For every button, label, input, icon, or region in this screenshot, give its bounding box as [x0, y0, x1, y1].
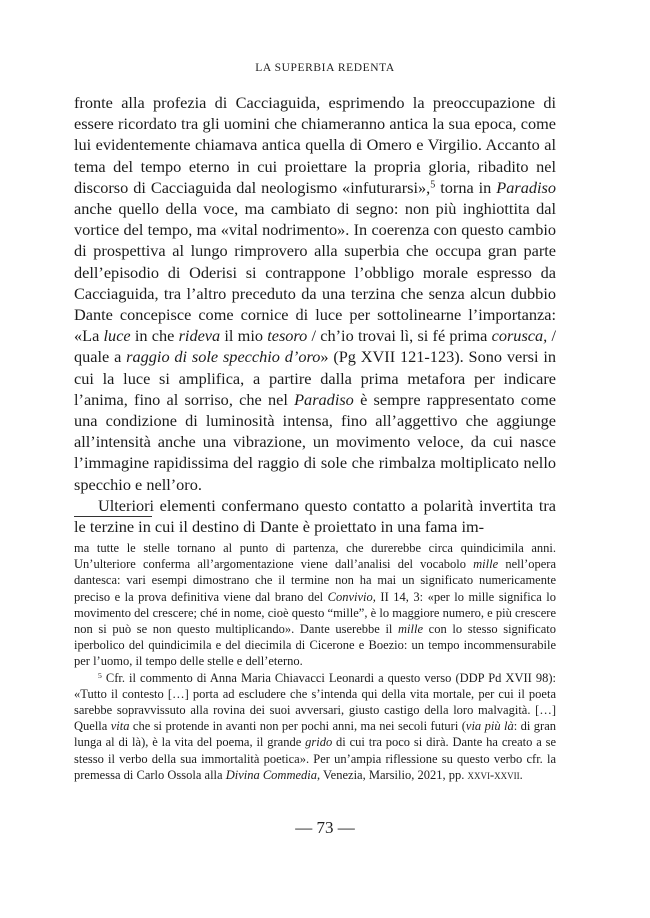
running-head: LA SUPERBIA REDENTA — [255, 62, 395, 74]
footnote-ref-5[interactable]: 5 — [430, 179, 436, 191]
footnote-5: $^5$ Cfr. il commento di Anna Maria Chiavacci Leonardi a questo verso (DDP Pd XVII 98): «Tutto il contesto […] porta ad escludere che s’intenda qui della vita mortale, per cui il poeta sarebbe sopravvissuto alla rovina dei suoi avversari, giusto castigo della loro malvagità. […] Quella vita che si protende in avanti non per pochi anni, ma nei secoli futuri (via più là: di gran lunga al di là), è la vita del poema, il grande grido di cui tra poco si dirà. Dante ha creato a se stesso il verbo della sua immortalità poetica». Per un’ampia riflessione su questo verbo cfr. la premessa di Carlo Ossola alla Divina Commedia, Venezia, Marsilio, 2021, pp. xxvi-xxvii. — [74, 670, 556, 782]
footnote-continuation: ma tutte le stelle tornano al punto di partenza, che durerebbe circa quindicimila anni. Un’ulteriore conferma all’argomentazione viene dall’analisi del vocabolo mille nell’opera dantesca: vari esempi dimostrano che il termine non ha mai un significato numericamente preciso e la prova definitiva viene dal brano del Convivio, II 14, 3: «per lo mille significa lo movimento del crescere; ché in nome, cioè questo “mille”, è lo maggiore numero, e più crescere non si può se non questo multiplicando». Dante userebbe il mille con lo stesso significato iperbolico del quindicimila e del diecimila di Cicerone e Boezio: un tempo incommensurabile per l’uomo, il tempo delle stelle e dell’eterno. — [74, 541, 556, 669]
footnote-separator — [74, 516, 152, 517]
footnotes — [74, 540, 556, 783]
paragraph-2: Ulteriori elementi confermano questo contatto a polarità invertita tra le terzine in cui il destino di Dante è proiettato in una fama im- — [74, 495, 556, 537]
footnote-number: 5 — [98, 670, 102, 680]
page-number: — 73 — — [295, 818, 355, 837]
main-text — [74, 92, 556, 537]
paragraph-1: fronte alla profezia di Cacciaguida, esprimendo la preoccupazione di essere ricordato tra gli uomini che chiameranno antica la sua epoca, come lui evidentemente chiamava antica quella di Omero e Virgilio. Accanto al tema del tempo eterno in cui proiettare la propria gloria, ribadito nel discorso di Cacciaguida dal neologismo «infuturarsi»,$^5$ torna in Paradiso anche quello della voce, ma cambiato di segno: non più inghiottita dal vortice del tempo, ma «vital nodrimento». In coerenza con questo cambio di prospettiva al lungo rimprovero alla superbia che occupa gran parte dell’episodio di Oderisi si contrappone l’obbligo morale espresso da Cacciaguida, tra l’altro preceduto da una terzina che senza alcun dubbio Dante concepisce come cornice di luce per sottolinearne l’importanza: «La luce in che rideva il mio tesoro / ch’io trovai lì, si fé prima corusca, / quale a raggio di sole specchio d’oro» (Pg XVII 121-123). Sono versi in cui la luce si amplifica, a partire dalla prima metafora per indicare l’anima, fino al sorriso, che nel Paradiso è sempre rappresentato come una condizione di luminosità intensa, fino all’aggettivo che aggiunge all’intensità anche una vibrazione, un movimento veloce, da cui nasce l’immagine rapidissima del raggio di sole che rimbalza moltiplicato nello specchio e nell’oro. — [74, 93, 556, 494]
